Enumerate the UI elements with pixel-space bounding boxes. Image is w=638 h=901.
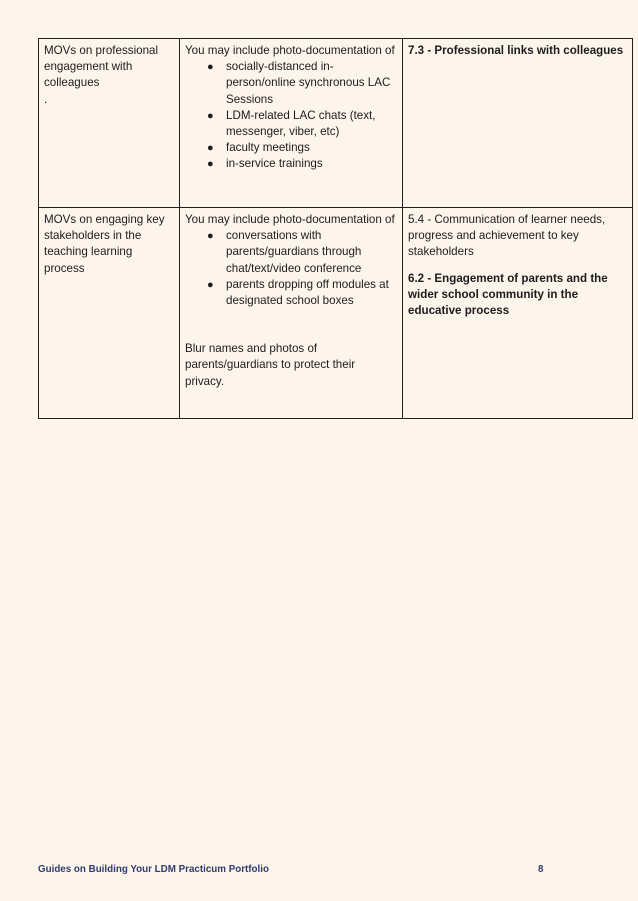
list-item: ● LDM-related LAC chats (text, messenger, viber, etc)	[207, 108, 376, 139]
list-item: ● faculty meetings	[207, 140, 397, 156]
documentation-intro: You may include photo-documentation of	[185, 213, 395, 226]
mov-text: MOVs on engaging key stakeholders in the teaching learning process	[44, 213, 165, 275]
mov-cell	[39, 39, 180, 208]
footer-title: Guides on Building Your LDM Practicum Portfolio	[38, 864, 269, 875]
list-item: ● in-service trainings	[207, 156, 397, 172]
indicator-text-bold: 6.2 - Engagement of parents and the wider school community in the educative process	[408, 271, 608, 318]
documentation-list	[185, 228, 397, 309]
list-item: ● conversations with parents/guardians through chat/text/video conference	[207, 229, 362, 275]
documentation-intro: You may include photo-documentation of	[185, 44, 395, 57]
bullet-icon: ●	[207, 158, 214, 171]
indicator-text: 7.3 - Professional links with colleagues	[408, 44, 624, 57]
indicator-text: 5.4 - Communication of learner needs, progress and achievement to key stakeholders	[408, 213, 606, 259]
indicator-cell	[403, 208, 633, 419]
documentation-cell	[180, 208, 403, 419]
documentation-cell	[180, 39, 403, 208]
mov-table	[38, 38, 633, 419]
list-item: ● parents dropping off modules at designated school boxes	[207, 277, 389, 308]
mov-extra-text: .	[44, 92, 48, 106]
mov-text: MOVs on professional engagement with colleagues	[44, 44, 159, 90]
mov-cell	[39, 208, 180, 419]
table-row	[39, 208, 633, 419]
page-number: 8	[538, 864, 544, 875]
list-item: ● socially-distanced in-person/online synchronous LAC Sessions	[207, 60, 391, 106]
bullet-icon: ●	[207, 142, 214, 155]
table-row	[39, 39, 633, 208]
privacy-note: Blur names and photos of parents/guardians to protect their privacy.	[185, 342, 356, 388]
bullet-icon: ●	[207, 230, 214, 243]
indicator-cell	[403, 39, 633, 208]
documentation-list	[185, 59, 397, 172]
bullet-icon: ●	[207, 61, 214, 74]
bullet-icon: ●	[207, 109, 214, 122]
bullet-icon: ●	[207, 278, 214, 291]
